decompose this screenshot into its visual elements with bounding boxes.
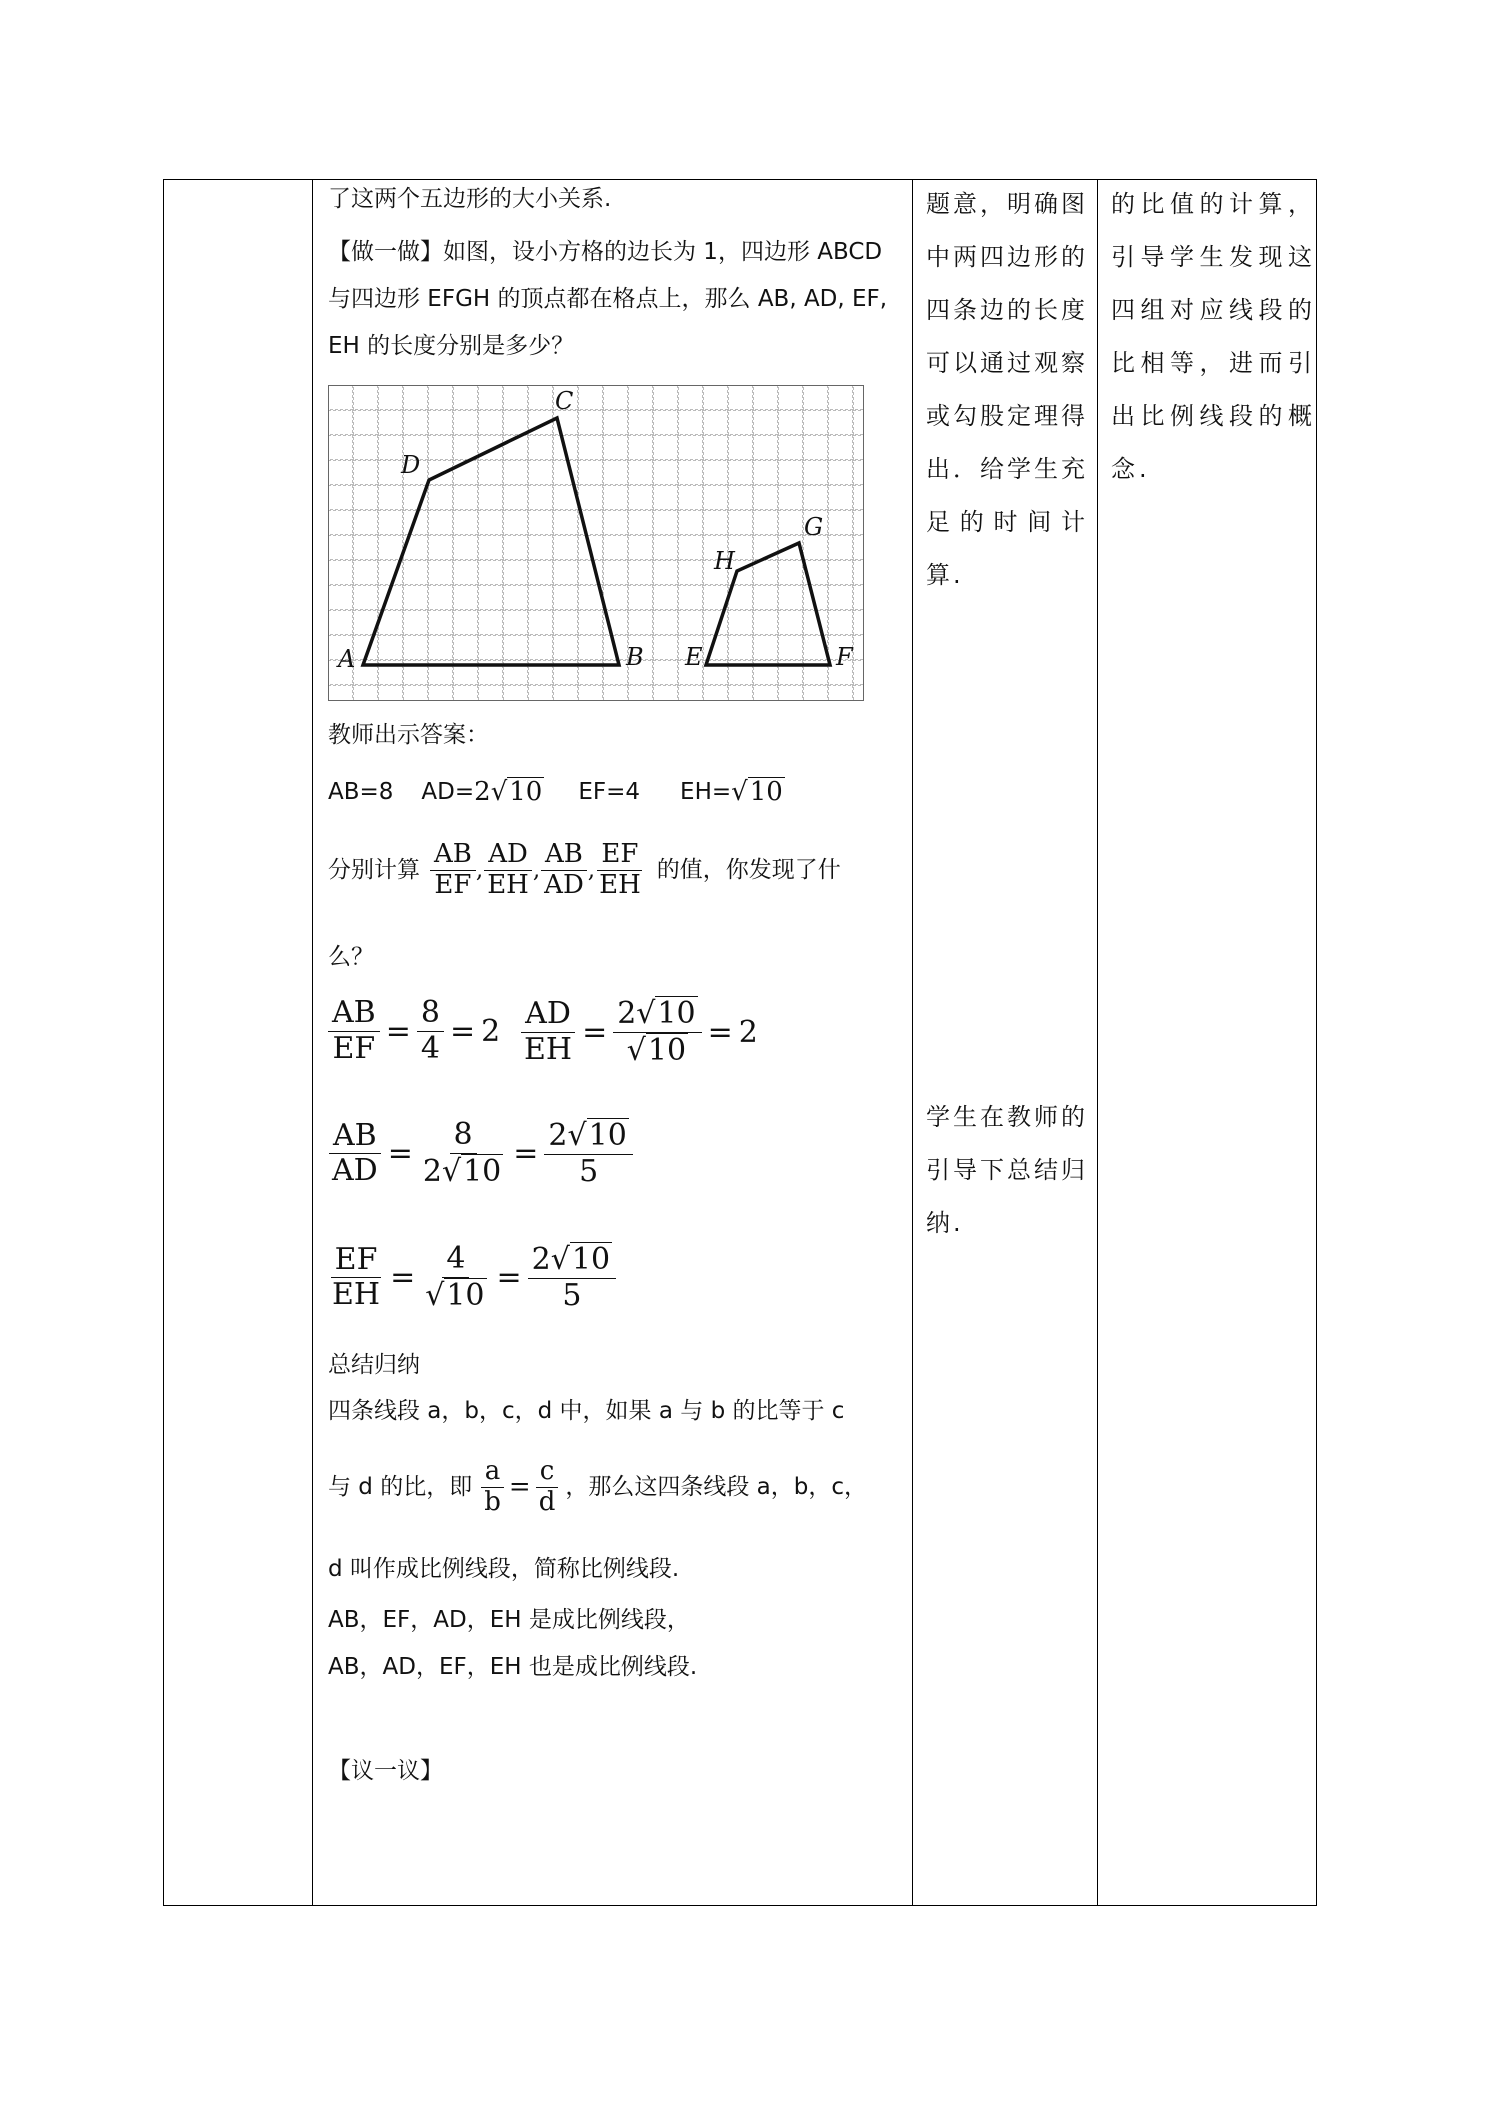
column-divider [312, 180, 313, 1905]
eq-fraction: $\frac{8}{2√10}$ [422, 1117, 502, 1189]
equals-sign: = [496, 1260, 522, 1295]
fraction-c-d: $\frac{c}{d}$ [535, 1457, 560, 1518]
label-d: D [401, 451, 421, 479]
eq-fraction: $\frac{2√10}{5}$ [528, 1242, 616, 1313]
equation-ab-ef [328, 996, 500, 1066]
summary-line: AB，EF，AD，EH 是成比例线段， [328, 1607, 690, 1633]
answer-eh-sqrt: √10 [731, 777, 783, 807]
summary-line: AB，AD，EF，EH 也是成比例线段. [328, 1654, 698, 1680]
calc-prefix: 分别计算 [328, 857, 420, 883]
fraction-ab-ef: $\frac{AB}{EF}$ [430, 840, 476, 901]
equation-ef-eh [328, 1242, 616, 1313]
summary-title: 总结归纳 [328, 1352, 420, 1378]
equals-sign: = [508, 1472, 531, 1502]
design-note: 的比值的计算，引导学生发现这四组对应线段的比相等，进而引出比例线段的概念. [1111, 190, 1316, 483]
label-e: E [685, 643, 703, 671]
eq-fraction: $\frac{2√10}{5}$ [544, 1118, 632, 1189]
summary-text: 与 d 的比，即 [328, 1474, 473, 1500]
equation-ab-ad [328, 1118, 633, 1189]
text-line: 与四边形 EFGH 的顶点都在格点上，那么 AB, AD, EF, [328, 286, 888, 312]
equals-sign: = [582, 1014, 608, 1050]
comma: , [587, 857, 596, 883]
answer-line [328, 777, 785, 807]
text-line: 了这两个五边形的大小关系. [328, 186, 612, 212]
grid-background [328, 385, 864, 701]
eq-fraction: $\frac{EF}{EH}$ [332, 1241, 381, 1312]
quadrilateral-grid-figure [328, 385, 864, 701]
answer-ad-sqrt: √10 [490, 777, 543, 807]
comma: , [475, 857, 484, 883]
label-a: A [338, 645, 356, 673]
summary-line: d 叫作成比例线段，简称比例线段. [328, 1556, 680, 1582]
equals-sign: = [387, 1136, 413, 1171]
summary-line: 四条线段 a，b，c，d 中，如果 a 与 b 的比等于 c [328, 1398, 845, 1424]
eq-fraction: $\frac{AB}{EF}$ [328, 996, 380, 1066]
answer-eh-prefix: EH= [680, 779, 732, 805]
answer-ad-prefix: AD= [421, 779, 475, 805]
answer-ef: EF=4 [578, 779, 641, 805]
answer-ad-coef: 2 [474, 777, 491, 807]
comma: , [532, 857, 541, 883]
summary-text: ，那么这四条线段 a，b，c， [565, 1474, 867, 1500]
equation-ad-eh [520, 996, 758, 1068]
student-activity-column [914, 180, 1096, 1905]
equals-sign: = [385, 1013, 411, 1049]
label-g: G [804, 513, 824, 541]
label-c: C [555, 387, 574, 415]
grid-svg [328, 385, 864, 701]
eq-result: 2 [738, 1014, 758, 1050]
label-f: F [836, 643, 853, 671]
teacher-answer-label: 教师出示答案： [328, 722, 489, 748]
label-b: B [626, 643, 644, 671]
student-note: 学生在教师的引导下总结归纳. [926, 1103, 1088, 1237]
lesson-table [163, 179, 1317, 1906]
calc-prompt [328, 838, 841, 902]
eq-fraction: $\frac{4}{√10}$ [425, 1241, 485, 1313]
summary-line-fraction [328, 1452, 867, 1522]
label-h: H [714, 547, 735, 575]
student-note: 题意，明确图中两四边形的四条边的长度可以通过观察或勾股定理得出．给学生充足的时间计算. [926, 190, 1088, 589]
design-intent-column [1099, 180, 1318, 1905]
text-line: EH 的长度分别是多少？ [328, 333, 575, 359]
eq-fraction: $\frac{8}{4}$ [417, 996, 444, 1066]
content-column [314, 180, 911, 1905]
eq-result: 2 [481, 1013, 501, 1049]
calc-suffix: 的值，你发现了什 [656, 857, 841, 883]
do-it-prompt: 【做一做】如图，设小方格的边长为 1，四边形 ABCD [328, 239, 883, 265]
equals-sign: = [449, 1013, 476, 1049]
calc-end: 么？ [328, 944, 374, 970]
column-divider [1097, 180, 1098, 1905]
fraction-ab-ad: $\frac{AB}{AD}$ [540, 840, 588, 901]
column-divider [912, 180, 913, 1905]
eq-fraction: $\frac{2√10}{√10}$ [613, 996, 701, 1068]
fraction-ef-eh: $\frac{EF}{EH}$ [599, 838, 641, 900]
equals-sign: = [707, 1014, 733, 1050]
answer-ab: AB=8 [328, 779, 394, 805]
equals-sign: = [390, 1260, 416, 1295]
eq-fraction: $\frac{AD}{EH}$ [520, 997, 576, 1067]
eq-fraction: $\frac{AB}{AD}$ [328, 1119, 382, 1189]
equals-sign: = [513, 1136, 539, 1171]
fraction-ad-eh: $\frac{AD}{EH}$ [483, 840, 533, 901]
fraction-a-b: $\frac{a}{b}$ [480, 1457, 505, 1518]
discuss-heading: 【议一议】 [328, 1758, 443, 1784]
